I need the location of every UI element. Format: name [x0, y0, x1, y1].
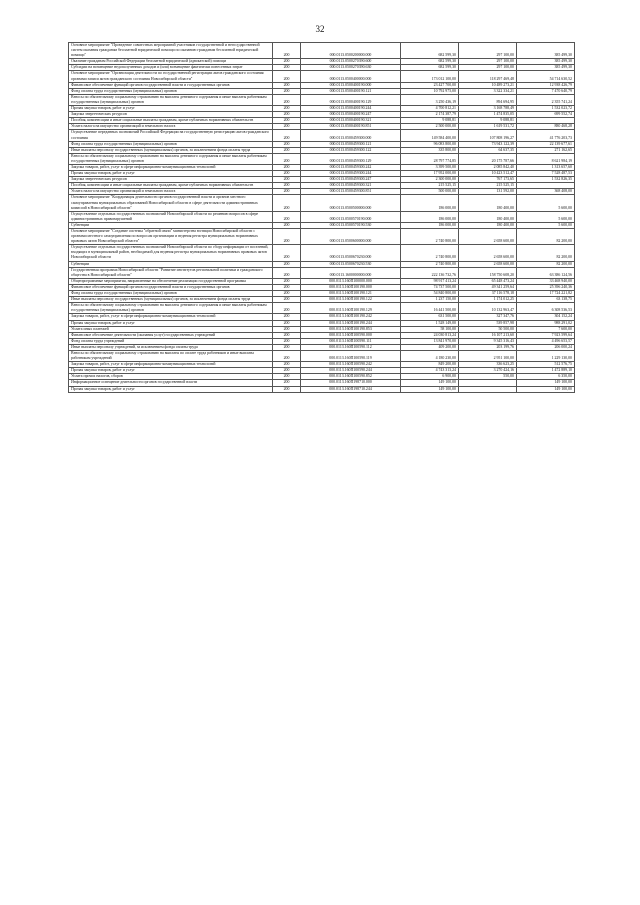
row-remaining-cell: 63 138,75	[517, 297, 575, 303]
row-code-cell: 200	[273, 386, 301, 392]
row-approved-cell: 2 300 000,00	[401, 177, 459, 183]
row-remaining-cell: 54 714 630,52	[517, 71, 575, 82]
row-name-cell: Уплата иных платежей	[69, 326, 273, 332]
row-code-cell: 200	[273, 195, 301, 211]
row-kbk-cell: 000.0113.0500459300.321	[301, 183, 401, 189]
row-executed-cell: 158 750 608,20	[459, 267, 517, 278]
row-approved-cell: 2 174 387,79	[401, 112, 459, 118]
row-remaining-cell: 1 472 889,10	[517, 368, 575, 374]
row-approved-cell: 149 100,00	[401, 386, 459, 392]
row-code-cell: 200	[273, 284, 301, 290]
budget-execution-table	[68, 42, 575, 393]
row-approved-cell: 631 500,00	[401, 314, 459, 320]
row-kbk-cell: 000.0113.160П100190.000	[301, 284, 401, 290]
row-remaining-cell: 1 532 023,72	[517, 106, 575, 112]
row-kbk-cell: 000.0113.0500400190.244	[301, 106, 401, 112]
row-remaining-cell: 880 468,28	[517, 124, 575, 130]
row-kbk-cell: 000.0113.0500400190.321	[301, 118, 401, 124]
row-code-cell: 200	[273, 261, 301, 267]
row-approved-cell: 186 000,00	[401, 222, 459, 228]
row-executed-cell: 1 619 531,72	[459, 124, 517, 130]
row-kbk-cell: 000.0113.0500459300.242	[301, 164, 401, 170]
row-name-cell: Взносы по обязательному социальному страхованию на выплаты по оплате труда работников и иные выплаты работникам учреждений	[69, 350, 273, 361]
row-remaining-cell: 988 291,02	[517, 320, 575, 326]
table-row	[69, 71, 575, 82]
table-row	[69, 43, 575, 59]
row-code-cell: 200	[273, 94, 301, 105]
row-executed-cell: 20 175 787,66	[459, 153, 517, 164]
row-executed-cell: 767 173,65	[459, 177, 517, 183]
row-executed-cell: 10 132 963,47	[459, 303, 517, 314]
row-kbk-cell: 000.0113.0500400190.851	[301, 124, 401, 130]
row-name-cell: Основное мероприятие "Координация деятельности органов государственной власти и органов местного самоуправления муниципальных образований Новосибирской области в сфере деятельности административных комиссий в Новосибирской области"	[69, 195, 273, 211]
row-kbk-cell: 000.0113.0500459300.247	[301, 177, 401, 183]
row-executed-cell: 37 116 578,18	[459, 291, 517, 297]
row-kbk-cell: 000.0113.160П198710.244	[301, 386, 401, 392]
row-remaining-cell: 2 355 741,24	[517, 94, 575, 105]
row-kbk-cell: 000.0113.160П100190.122	[301, 297, 401, 303]
row-approved-cell: 54 840 800,00	[401, 291, 459, 297]
row-approved-cell: 16 441 500,00	[401, 303, 459, 314]
table-row	[69, 386, 575, 392]
row-executed-cell: 49 341 259,64	[459, 284, 517, 290]
row-approved-cell: 6 900,00	[401, 374, 459, 380]
row-approved-cell: 4 180 230,00	[401, 350, 459, 361]
row-approved-cell: 9 088,81	[401, 118, 459, 124]
row-kbk-cell: 000.0113.0500400000.000	[301, 71, 401, 82]
row-executed-cell	[459, 386, 517, 392]
row-code-cell: 200	[273, 332, 301, 338]
row-code-cell: 200	[273, 183, 301, 189]
row-kbk-cell: 000.0113.0500459300.244	[301, 171, 401, 177]
row-remaining-cell: 149 100,00	[517, 380, 575, 386]
row-remaining-cell: 7 470 640,79	[517, 88, 575, 94]
row-kbk-cell: 000.0113.160П100190.853	[301, 326, 401, 332]
row-executed-cell: 180 400,00	[459, 211, 517, 222]
row-kbk-cell: 000.0113.0500459300.851	[301, 189, 401, 195]
row-name-cell: Прочая закупка товаров, работ и услуг	[69, 386, 273, 392]
row-remaining-cell: 22 139 677,61	[517, 141, 575, 147]
row-executed-cell: 131 592,00	[459, 189, 517, 195]
row-remaining-cell: 7 528 487,53	[517, 171, 575, 177]
row-approved-cell: 409 200,00	[401, 344, 459, 350]
row-kbk-cell: 000.0113.0500570190.530	[301, 222, 401, 228]
row-name-cell: Иные выплаты персоналу учреждений, за исключением фонда оплаты труда	[69, 344, 273, 350]
row-kbk-cell: 000.0113.1600000000.000	[301, 267, 401, 278]
row-kbk-cell: 000.0113.160П100590.244	[301, 368, 401, 374]
table-row	[69, 229, 575, 245]
row-approved-cell: 4 700 812,21	[401, 106, 459, 112]
row-remaining-cell: 6 308 536,53	[517, 303, 575, 314]
row-remaining-cell: 1 532 826,35	[517, 177, 575, 183]
row-remaining-cell: 385 499,30	[517, 59, 575, 65]
row-approved-cell: 335 800,00	[401, 147, 459, 153]
row-kbk-cell: 000.0113.0500570190.000	[301, 211, 401, 222]
row-name-cell: Субсидии на возмещение недополученных доходов и (или) возмещение фактически понесенных затрат	[69, 65, 273, 71]
row-code-cell: 200	[273, 177, 301, 183]
row-code-cell: 200	[273, 338, 301, 344]
row-approved-cell: 28 797 774,85	[401, 153, 459, 164]
row-remaining-cell: 368 408,00	[517, 189, 575, 195]
row-name-cell: Закупка энергетических ресурсов	[69, 177, 273, 183]
row-kbk-cell: 000.0113.160П100190.242	[301, 314, 401, 320]
row-executed-cell: 180 400,00	[459, 195, 517, 211]
row-code-cell: 200	[273, 297, 301, 303]
row-executed-cell: 2 085 842,40	[459, 164, 517, 170]
page-number: 32	[315, 24, 325, 34]
row-approved-cell: 24 030 813,24	[401, 332, 459, 338]
row-name-cell: Фонд оплаты труда государственных (муниципальных) органов	[69, 291, 273, 297]
row-executed-cell: 118 297 469,48	[459, 71, 517, 82]
row-name-cell: Субвенции	[69, 222, 273, 228]
row-code-cell: 200	[273, 65, 301, 71]
table-row	[69, 350, 575, 361]
row-kbk-cell: 000.0113.160П100590.119	[301, 350, 401, 361]
row-executed-cell: 539 857,98	[459, 320, 517, 326]
row-code-cell: 200	[273, 344, 301, 350]
row-name-cell: Прочая закупка товаров, работ и услуг	[69, 106, 273, 112]
table-row	[69, 303, 575, 314]
row-name-cell: Уплата прочих налогов, сборов	[69, 374, 273, 380]
row-approved-cell: 2 500 000,00	[401, 124, 459, 130]
row-kbk-cell: 000.0113.0500670230.000	[301, 245, 401, 261]
row-approved-cell: 3 399 500,00	[401, 164, 459, 170]
row-kbk-cell: 000.0113.0500459300.129	[301, 153, 401, 164]
row-approved-cell: 2 740 800,00	[401, 261, 459, 267]
row-executed-cell: 50 500,00	[459, 326, 517, 332]
row-approved-cell: 1 237 150,00	[401, 297, 459, 303]
row-name-cell: Финансовое обеспечение функций органов государственной власти и государственных органов	[69, 284, 273, 290]
row-name-cell: Информационное освещение деятельности органов государственной власти	[69, 380, 273, 386]
row-kbk-cell: 000.0113.0500459300.000	[301, 130, 401, 141]
row-remaining-cell: 512 576,75	[517, 362, 575, 368]
row-executed-cell: 10 489 273,21	[459, 82, 517, 88]
row-approved-cell: 2 740 800,00	[401, 229, 459, 245]
row-code-cell: 200	[273, 43, 301, 59]
row-code-cell: 200	[273, 71, 301, 82]
row-code-cell: 200	[273, 222, 301, 228]
row-approved-cell: 682 599,30	[401, 65, 459, 71]
row-remaining-cell: 41 776 203,73	[517, 130, 575, 141]
row-remaining-cell: 82 200,00	[517, 245, 575, 261]
row-name-cell: Пособия, компенсации и иные социальные выплаты гражданам, кроме публичных нормативных обязательств	[69, 183, 273, 189]
row-approved-cell: 186 000,00	[401, 195, 459, 211]
row-approved-cell: 682 599,30	[401, 59, 459, 65]
row-executed-cell: 215 525,15	[459, 183, 517, 189]
row-executed-cell: 73 943 122,39	[459, 141, 517, 147]
row-code-cell: 200	[273, 350, 301, 361]
row-executed-cell: 16 107 213,60	[459, 332, 517, 338]
row-kbk-cell: 000.0113.160П100190.244	[301, 320, 401, 326]
row-name-cell: Прочая закупка товаров, работ и услуг	[69, 368, 273, 374]
table-row	[69, 245, 575, 261]
row-approved-cell: 215 525,15	[401, 183, 459, 189]
row-remaining-cell: 8 621 984,19	[517, 153, 575, 164]
row-code-cell: 200	[273, 291, 301, 297]
row-code-cell: 200	[273, 326, 301, 332]
row-kbk-cell: 000.0113.160П100190.129	[301, 303, 401, 314]
row-code-cell: 200	[273, 267, 301, 278]
row-remaining-cell: 7 923 599,64	[517, 332, 575, 338]
row-name-cell: Финансовое обеспечение деятельности (оказания услуг) государственных учреждений	[69, 332, 273, 338]
row-kbk-cell: 000.0113.160П100590.000	[301, 332, 401, 338]
row-approved-cell: 10 792 975,00	[401, 88, 459, 94]
row-name-cell: Закупка товаров, работ, услуг в сфере информационно-коммуникационных технологий	[69, 164, 273, 170]
row-executed-cell: 297 100,00	[459, 43, 517, 59]
row-code-cell: 200	[273, 82, 301, 88]
row-executed-cell: 3 270 424,16	[459, 368, 517, 374]
row-name-cell: Основное мероприятие "Проведение совместных мероприятий участников государственной и негосударственной систем оказания гражданам бесплатной юридической помощи по оказанию гражданам бесплатной юридической помощи"	[69, 43, 273, 59]
row-executed-cell: 2 951 100,00	[459, 350, 517, 361]
row-remaining-cell: 12 938 426,79	[517, 82, 575, 88]
row-executed-cell: 1 174 012,25	[459, 297, 517, 303]
row-code-cell: 200	[273, 374, 301, 380]
row-approved-cell: 222 136 732,76	[401, 267, 459, 278]
row-approved-cell: 3 250 436,19	[401, 94, 459, 105]
row-code-cell: 200	[273, 147, 301, 153]
row-executed-cell: 1 474 835,05	[459, 112, 517, 118]
row-name-cell: Прочая закупка товаров, работ и услуг	[69, 171, 273, 177]
row-executed-cell: 3 322 334,21	[459, 88, 517, 94]
row-executed-cell: 10 423 512,47	[459, 171, 517, 177]
row-executed-cell: 9 345 316,43	[459, 338, 517, 344]
row-executed-cell: 336 623,25	[459, 362, 517, 368]
row-kbk-cell: 000.0113.0500670230.530	[301, 261, 401, 267]
row-code-cell: 200	[273, 59, 301, 65]
row-approved-cell: 500 000,00	[401, 189, 459, 195]
row-remaining-cell: 6 350,00	[517, 374, 575, 380]
row-approved-cell: 149 100,00	[401, 380, 459, 386]
table-row	[69, 94, 575, 105]
row-remaining-cell: 63 386 124,56	[517, 267, 575, 278]
row-kbk-cell: 000.0113.160П100000.000	[301, 278, 401, 284]
table-row	[69, 267, 575, 278]
row-code-cell: 200	[273, 88, 301, 94]
row-remaining-cell: 25 396 240,36	[517, 284, 575, 290]
row-code-cell: 200	[273, 112, 301, 118]
row-approved-cell: 173 012 100,00	[401, 71, 459, 82]
row-executed-cell: 297 100,00	[459, 65, 517, 71]
row-executed-cell: 64 637,35	[459, 147, 517, 153]
row-name-cell: Пособия, компенсации и иные социальные выплаты гражданам, кроме публичных нормативных обязательств	[69, 118, 273, 124]
row-executed-cell: 2 658 600,00	[459, 229, 517, 245]
row-remaining-cell: 82 200,00	[517, 261, 575, 267]
row-code-cell: 200	[273, 303, 301, 314]
row-name-cell: Осуществление отдельных государственных полномочий Новосибирской области по решению вопросов в сфере административных правонарушений	[69, 211, 273, 222]
row-kbk-cell: 000.0113.0500400190.121	[301, 88, 401, 94]
row-remaining-cell: 5 600,00	[517, 195, 575, 211]
row-approved-cell: 4 743 313,24	[401, 368, 459, 374]
row-approved-cell: 849 200,00	[401, 362, 459, 368]
row-remaining-cell: 33 468 940,00	[517, 278, 575, 284]
row-remaining-cell: 17 724 221,82	[517, 291, 575, 297]
row-kbk-cell: 000.0113.0500400190.247	[301, 112, 401, 118]
row-name-cell: Фонд оплаты труда государственных (муниципальных) органов	[69, 141, 273, 147]
row-remaining-cell: 5 600,00	[517, 222, 575, 228]
table-row	[69, 211, 575, 222]
row-name-cell: Прочая закупка товаров, работ и услуг	[69, 320, 273, 326]
row-kbk-cell: 000.0113.160П100590.112	[301, 344, 401, 350]
row-name-cell: Осуществление переданных полномочий Российской Федерации на государственную регистрацию актов гражданского состояния	[69, 130, 273, 141]
row-code-cell: 200	[273, 245, 301, 261]
row-approved-cell: 1 528 149,00	[401, 320, 459, 326]
row-name-cell: Основное мероприятие "Организация деятельности по государственной регистрации актов гражданского состояния органами записи актов гражданского состояния Новосибирской области"	[69, 71, 273, 82]
row-name-cell: Взносы по обязательному социальному страхованию на выплаты денежного содержания и иные выплаты работникам государственных (муниципальных) органов	[69, 94, 273, 105]
row-kbk-cell: 000.0113.0500600000.000	[301, 229, 401, 245]
row-remaining-cell: 1 229 130,00	[517, 350, 575, 361]
row-code-cell: 200	[273, 189, 301, 195]
row-kbk-cell: 000.0113.0500400190.000	[301, 82, 401, 88]
row-executed-cell: 894 694,95	[459, 94, 517, 105]
row-executed-cell: 297 100,00	[459, 59, 517, 65]
row-name-cell: Субвенции	[69, 261, 273, 267]
row-code-cell: 200	[273, 380, 301, 386]
table-row	[69, 130, 575, 141]
row-code-cell: 200	[273, 153, 301, 164]
row-approved-cell: 58 100,00	[401, 326, 459, 332]
row-approved-cell: 682 599,30	[401, 43, 459, 59]
table-row	[69, 153, 575, 164]
row-kbk-cell: 000.0113.160П100590.111	[301, 338, 401, 344]
row-executed-cell: 180 400,00	[459, 222, 517, 228]
row-executed-cell: 2 658 600,00	[459, 261, 517, 267]
row-code-cell: 200	[273, 229, 301, 245]
row-code-cell: 200	[273, 164, 301, 170]
row-approved-cell: 2 740 800,00	[401, 245, 459, 261]
row-kbk-cell: 000.0113.0500400190.129	[301, 94, 401, 105]
row-name-cell: Уплата налога на имущество организаций и земельного налога	[69, 189, 273, 195]
row-kbk-cell: 000.0113.0500459300.121	[301, 141, 401, 147]
row-name-cell: Осуществление отдельных государственных полномочий Новосибирской области по сбору информации от поселений, входящих в муниципальный район, необходимой для ведения регистра муниципальных нормативных правовых актов Новосибирской области	[69, 245, 273, 261]
row-name-cell: Уплата налога на имущество организаций и земельного налога	[69, 124, 273, 130]
row-remaining-cell: 385 499,30	[517, 43, 575, 59]
row-code-cell: 200	[273, 141, 301, 147]
row-executed-cell: 203 199,76	[459, 344, 517, 350]
row-approved-cell: 96 083 800,00	[401, 141, 459, 147]
row-remaining-cell: 304 152,24	[517, 314, 575, 320]
row-kbk-cell: 000.0113.0500200000.000	[301, 43, 401, 59]
row-approved-cell: 149 584 400,00	[401, 130, 459, 141]
row-approved-cell: 17 952 000,00	[401, 171, 459, 177]
row-code-cell: 200	[273, 314, 301, 320]
row-name-cell: Закупка товаров, работ, услуг в сфере информационно-коммуникационных технологий	[69, 362, 273, 368]
row-remaining-cell: 5 600,00	[517, 211, 575, 222]
row-approved-cell: 13 841 970,00	[401, 338, 459, 344]
row-kbk-cell: 000.0113.160П100190.121	[301, 291, 401, 297]
row-kbk-cell: 000.0113.160П100590.242	[301, 362, 401, 368]
row-code-cell: 200	[273, 106, 301, 112]
row-kbk-cell: 000.0113.0500500000.000	[301, 195, 401, 211]
row-code-cell: 200	[273, 130, 301, 141]
row-name-cell: Фонд оплаты труда государственных (муниципальных) органов	[69, 88, 273, 94]
row-kbk-cell: 000.0113.0500270390.630	[301, 65, 401, 71]
row-code-cell: 200	[273, 362, 301, 368]
row-remaining-cell: 4 496 653,57	[517, 338, 575, 344]
row-executed-cell: 9 088,81	[459, 118, 517, 124]
row-remaining-cell: 7 600,00	[517, 326, 575, 332]
row-approved-cell: 23 427 700,00	[401, 82, 459, 88]
row-approved-cell: 186 000,00	[401, 211, 459, 222]
row-executed-cell: 65 448 473,24	[459, 278, 517, 284]
row-executed-cell: 2 658 600,00	[459, 245, 517, 261]
row-approved-cell: 74 737 500,00	[401, 284, 459, 290]
row-code-cell: 200	[273, 118, 301, 124]
row-remaining-cell: 1 313 657,60	[517, 164, 575, 170]
row-code-cell: 200	[273, 368, 301, 374]
row-name-cell: Основное мероприятие "Создание системы "обратной связи" министерства юстиции Новосибирской области с органами местного самоуправления по вопросам организации и ведения регистра муниципальных нормативных правовых актов Новосибирской области"	[69, 229, 273, 245]
row-executed-cell: 550,00	[459, 374, 517, 380]
row-code-cell: 200	[273, 171, 301, 177]
row-executed-cell: 107 808 196,27	[459, 130, 517, 141]
row-remaining-cell: 385 499,30	[517, 65, 575, 71]
row-name-cell: Иные выплаты персоналу государственных (муниципальных) органов, за исключением фонда оплаты труда	[69, 147, 273, 153]
row-approved-cell: 98 917 413,24	[401, 278, 459, 284]
row-name-cell: Государственная программа Новосибирской области "Развитие институтов региональной политики и гражданского общества в Новосибирской области"	[69, 267, 273, 278]
row-name-cell: Общепрограммные мероприятия, направленные на обеспечение реализации государственной программы	[69, 278, 273, 284]
row-executed-cell: 327 347,76	[459, 314, 517, 320]
row-name-cell: Закупка энергетических ресурсов	[69, 112, 273, 118]
row-name-cell: Взносы по обязательному социальному страхованию на выплаты денежного содержания и иные выплаты работникам государственных (муниципальных) органов	[69, 153, 273, 164]
row-code-cell: 200	[273, 124, 301, 130]
row-name-cell: Иные выплаты персоналу государственных (муниципальных) органов, за исключением фонда оплаты труда	[69, 297, 273, 303]
row-kbk-cell: 000.0113.160П198710.000	[301, 380, 401, 386]
row-remaining-cell: 271 162,65	[517, 147, 575, 153]
row-kbk-cell: 000.0113.160П100590.852	[301, 374, 401, 380]
row-code-cell: 200	[273, 320, 301, 326]
table-row	[69, 195, 575, 211]
row-code-cell: 200	[273, 211, 301, 222]
row-kbk-cell: 000.0113.0500270390.600	[301, 59, 401, 65]
row-name-cell: Фонд оплаты труда учреждений	[69, 338, 273, 344]
row-remaining-cell: 699 552,74	[517, 112, 575, 118]
row-code-cell: 200	[273, 278, 301, 284]
row-name-cell: Финансовое обеспечение функций органов государственной власти и государственных органов	[69, 82, 273, 88]
row-remaining-cell: 82 200,00	[517, 229, 575, 245]
row-remaining-cell: 149 100,00	[517, 386, 575, 392]
row-executed-cell: 3 168 788,49	[459, 106, 517, 112]
table-body	[69, 43, 575, 393]
row-kbk-cell: 000.0113.0500459300.122	[301, 147, 401, 153]
row-name-cell: Оказание гражданам Российской Федерации бесплатной юридической (адвокатской) помощи	[69, 59, 273, 65]
row-name-cell: Взносы по обязательному социальному страхованию на выплаты денежного содержания и иные выплаты работникам государственных (муниципальных) органов	[69, 303, 273, 314]
row-remaining-cell: 206 000,24	[517, 344, 575, 350]
row-name-cell: Закупка товаров, работ, услуг в сфере информационно-коммуникационных технологий	[69, 314, 273, 320]
